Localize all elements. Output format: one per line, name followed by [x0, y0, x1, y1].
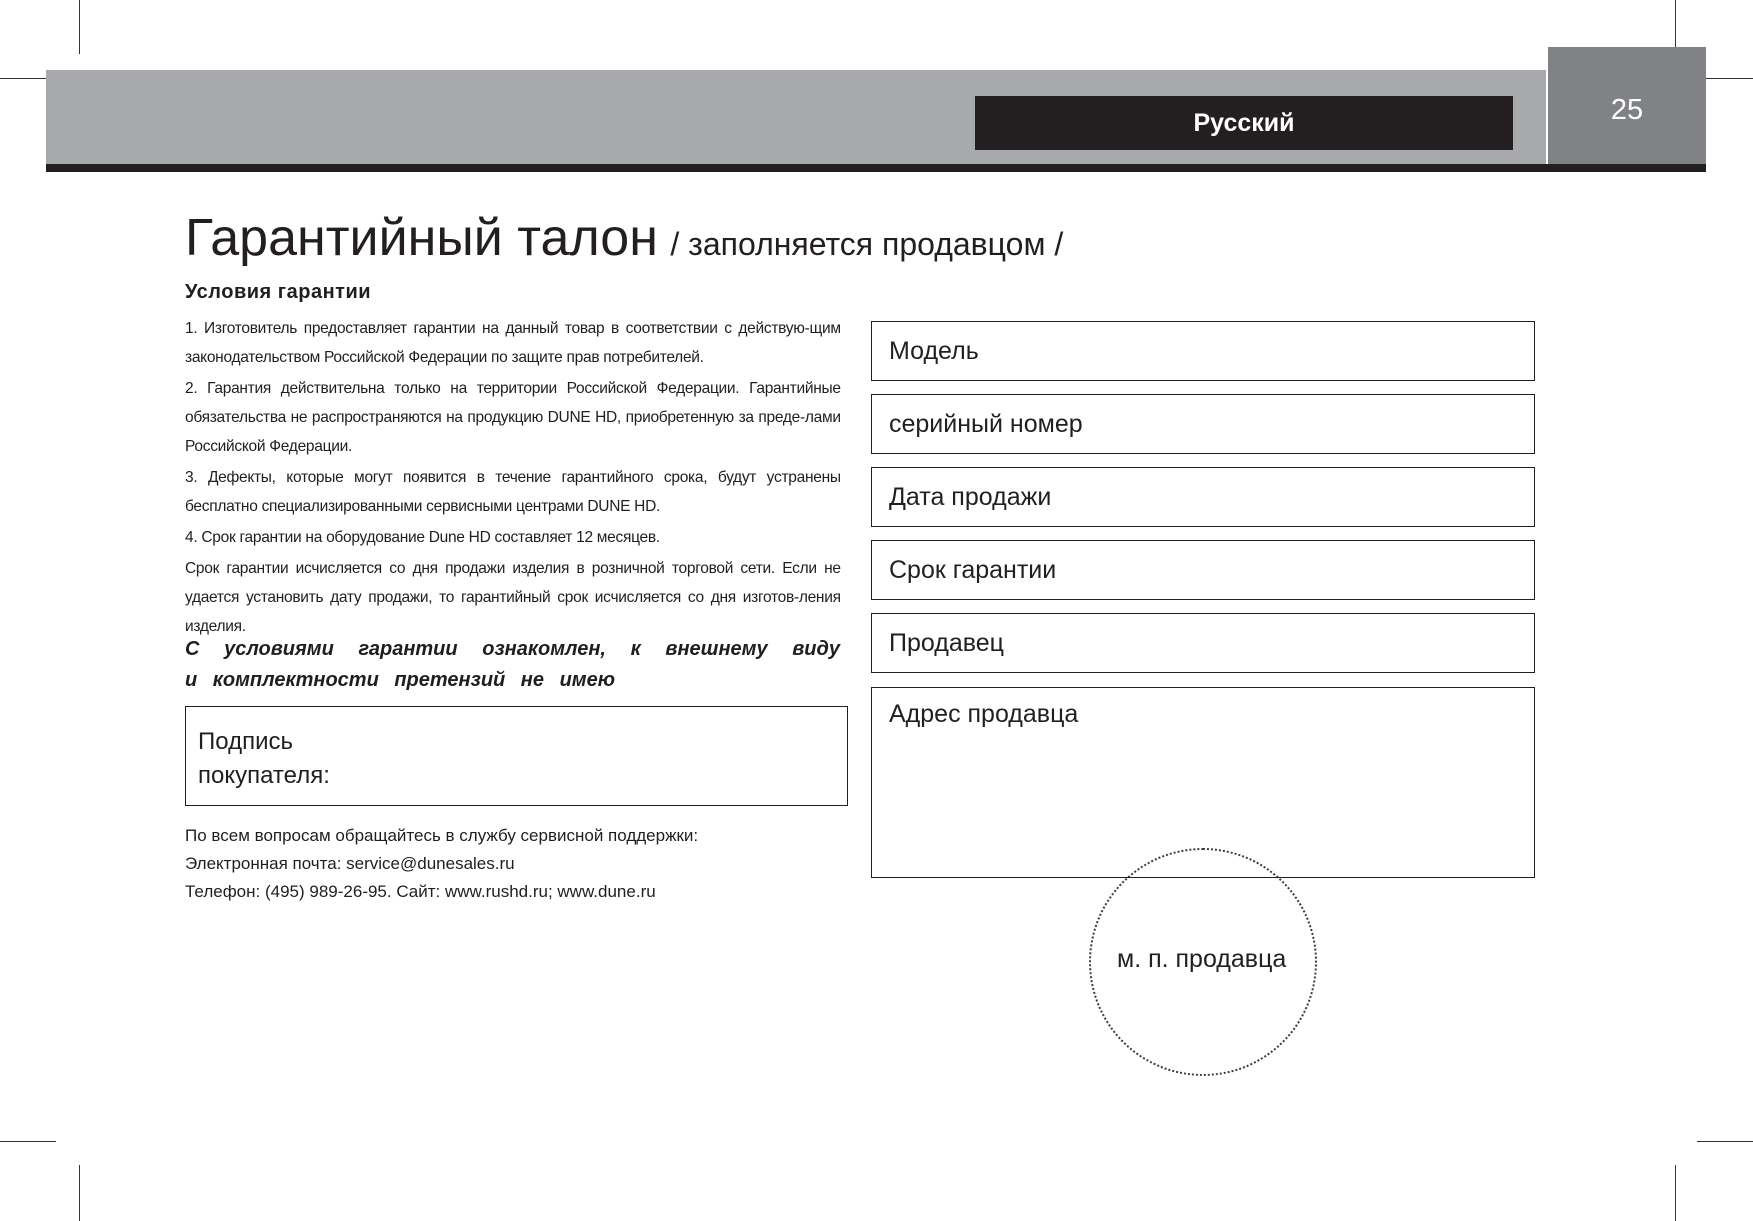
seller-field[interactable]	[871, 613, 1535, 673]
support-phone-site: Телефон: (495) 989-26-95. Сайт: www.rushd.ru; www.dune.ru	[185, 882, 656, 901]
signature-label-line: покупателя:	[198, 762, 330, 789]
page-title	[185, 208, 1063, 268]
crop-mark	[1697, 1141, 1753, 1142]
seller-address-label: Адрес продавца	[889, 700, 1079, 728]
crop-mark	[1675, 0, 1676, 54]
conditions-list	[185, 314, 840, 643]
conditions-heading: Условия гарантии	[185, 281, 372, 303]
agreement-line: С условиями гарантии ознакомлен, к внешнему виду	[185, 638, 840, 660]
model-label: Модель	[889, 337, 979, 365]
warranty-period-label: Срок гарантии	[889, 556, 1057, 584]
condition-item: 1. Изготовитель предоставляет гарантии на данный товар в соответствии с действую-щим законодательством Российской Федерации по защите прав потребителей.	[185, 320, 841, 366]
condition-item: Срок гарантии исчисляется со дня продажи изделия в розничной торговой сети. Если не удается установить дату продажи, то гарантийный срок исчисляется со дня изготов-ления изделия.	[185, 560, 841, 635]
title-subtitle: / заполняется продавцом /	[670, 226, 1064, 262]
buyer-signature-label	[198, 725, 368, 793]
crop-mark	[79, 1165, 80, 1221]
buyer-signature-field[interactable]	[185, 706, 848, 806]
agreement-line: и комплектности претензий не имею	[185, 669, 615, 691]
warranty-period-field[interactable]	[871, 540, 1535, 600]
serial-number-field[interactable]	[871, 394, 1535, 454]
title-main: Гарантийный талон	[185, 209, 658, 267]
model-field[interactable]	[871, 321, 1535, 381]
condition-item: 3. Дефекты, которые могут появится в течение гарантийного срока, будут устранены бесплатно специализированными сервисными центрами DUNE HD.	[185, 469, 841, 515]
agreement-statement	[185, 634, 840, 696]
seller-address-field[interactable]	[871, 687, 1535, 878]
stamp-label: м. п. продавца	[1117, 945, 1287, 973]
crop-mark	[79, 0, 80, 54]
signature-label-line: Подпись	[198, 728, 293, 755]
support-email: Электронная почта: service@dunesales.ru	[185, 854, 515, 873]
header-rule	[46, 164, 1706, 172]
sale-date-label: Дата продажи	[889, 483, 1052, 511]
language-tab: Русский	[975, 96, 1513, 150]
crop-mark	[1675, 1165, 1676, 1221]
condition-item: 4. Срок гарантии на оборудование Dune HD составляет 12 месяцев.	[185, 529, 660, 546]
support-line: По всем вопросам обращайтесь в службу сервисной поддержки:	[185, 826, 699, 845]
crop-mark	[0, 1141, 56, 1142]
sale-date-field[interactable]	[871, 467, 1535, 527]
page-number: 25	[1548, 47, 1706, 164]
condition-item: 2. Гарантия действительна только на территории Российской Федерации. Гарантийные обязательства не распространяются на продукцию DUNE HD, приобретенную за преде-лами Российской Федерации.	[185, 380, 841, 455]
seller-label: Продавец	[889, 629, 1004, 657]
serial-number-label: серийный номер	[889, 410, 1083, 438]
support-contacts	[185, 822, 698, 906]
